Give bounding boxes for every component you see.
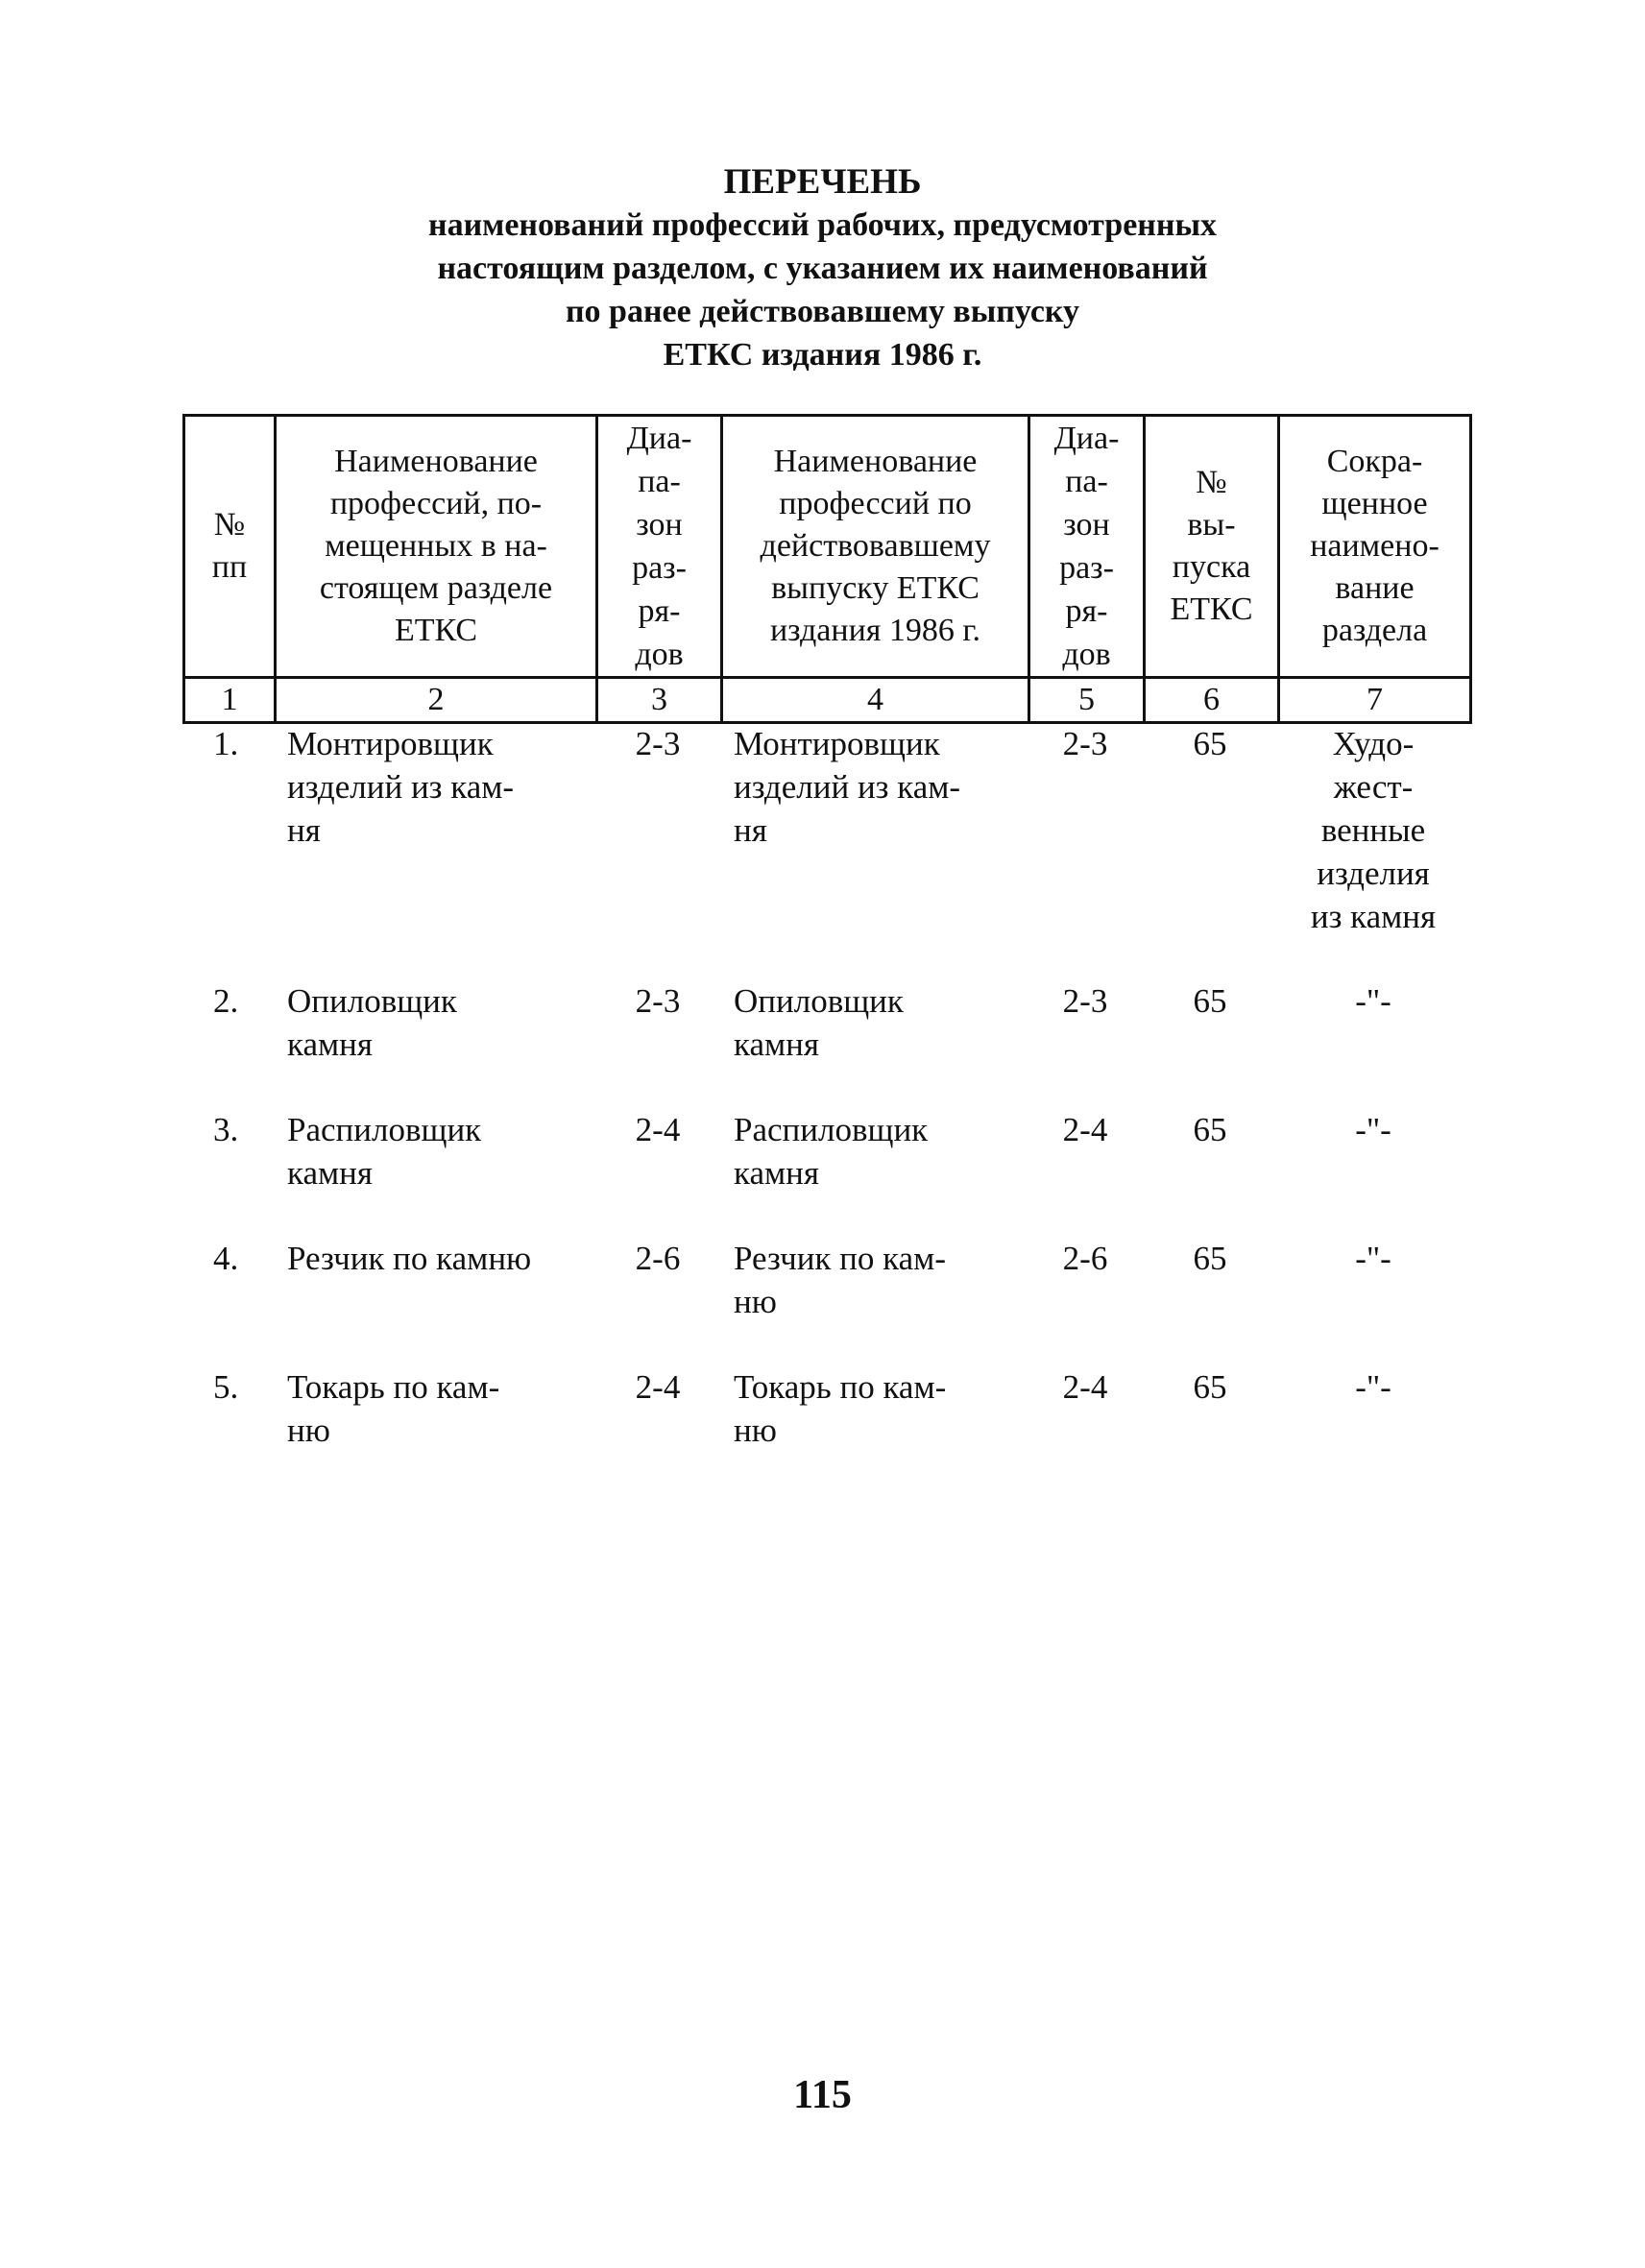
- header-line: раз-: [632, 550, 687, 586]
- cell-line: Монтировщик: [287, 725, 494, 762]
- cell-line: изделий из кам-: [287, 768, 515, 806]
- cell-line: -"-: [1355, 982, 1391, 1020]
- cell-line: Токарь по кам-: [287, 1368, 500, 1406]
- cell-line: ню: [734, 1283, 777, 1320]
- cell-line: камня: [734, 1025, 819, 1063]
- table-body: [182, 722, 1469, 1494]
- row-number: 1.: [213, 725, 239, 762]
- heading-line-4: ЕТКС издания 1986 г.: [663, 337, 982, 373]
- cell-line: -"-: [1355, 1240, 1391, 1277]
- header-line: зон: [1063, 507, 1110, 543]
- column-number: 6: [1145, 678, 1279, 723]
- cell-line: Распиловщик: [734, 1111, 929, 1148]
- row-number: 4.: [213, 1240, 239, 1277]
- cell-line: -"-: [1355, 1111, 1391, 1148]
- cell-line: Распиловщик: [287, 1111, 482, 1148]
- grade-range: 2-4: [635, 1111, 681, 1148]
- header-line: профессий по: [779, 486, 972, 521]
- header-line: ря-: [1065, 593, 1108, 629]
- header-line: пп: [211, 549, 248, 585]
- column-number: 2: [276, 678, 597, 723]
- header-line: Диа-: [1053, 421, 1120, 456]
- cell-line: камня: [287, 1025, 373, 1063]
- old-grade-range: 2-3: [1062, 982, 1108, 1020]
- cell-line: Токарь по кам-: [734, 1368, 947, 1406]
- old-grade-range: 2-3: [1062, 725, 1108, 762]
- table-header: [182, 414, 1472, 724]
- header-line: раз-: [1059, 550, 1114, 586]
- grade-range: 2-4: [635, 1368, 681, 1406]
- table-row: [182, 979, 1469, 1108]
- issue-number: 65: [1193, 1368, 1227, 1406]
- heading-line-3: по ранее действовавшему выпуску: [565, 294, 1080, 329]
- header-cell-old-range: [1029, 416, 1145, 678]
- column-number: 7: [1279, 678, 1471, 723]
- table-row: [182, 1108, 1469, 1237]
- profession-name: [274, 979, 595, 1108]
- old-profession-name: [720, 1108, 1028, 1237]
- profession-name: [274, 722, 595, 979]
- cell-line: ню: [287, 1411, 330, 1449]
- column-number: 4: [722, 678, 1029, 723]
- cell-line: жест-: [1333, 768, 1414, 806]
- grade-range: 2-6: [635, 1240, 681, 1277]
- heading-title: ПЕРЕЧЕНЬ: [723, 162, 922, 202]
- cell-line: ня: [734, 811, 767, 849]
- header-line: Наименование: [773, 444, 978, 479]
- cell-line: Опиловщик: [287, 982, 457, 1020]
- old-profession-name: [720, 722, 1028, 979]
- page-number: 115: [793, 2073, 852, 2117]
- column-number: 3: [597, 678, 722, 723]
- header-line: дов: [635, 637, 684, 672]
- cell-line: Опиловщик: [734, 982, 904, 1020]
- header-line: №: [213, 507, 246, 543]
- header-line: наимено-: [1310, 528, 1439, 564]
- cell-line: Монтировщик: [734, 725, 940, 762]
- header-line: ЕТКС: [394, 613, 478, 648]
- header-line: раздела: [1321, 613, 1428, 648]
- table-row: [182, 722, 1469, 979]
- header-line: стоящем разделе: [319, 570, 553, 606]
- section-name: [1277, 1237, 1469, 1365]
- cell-line: Резчик по кам-: [734, 1240, 946, 1277]
- cell-line: изделия: [1317, 855, 1430, 892]
- header-line: №: [1196, 465, 1227, 500]
- column-number: 5: [1029, 678, 1145, 723]
- old-profession-name: [720, 1237, 1028, 1365]
- header-cell-range: [597, 416, 722, 678]
- old-grade-range: 2-4: [1062, 1111, 1108, 1148]
- issue-number: 65: [1193, 1111, 1227, 1148]
- row-number: 3.: [213, 1111, 239, 1148]
- profession-name: [274, 1365, 595, 1494]
- row-number: 5.: [213, 1368, 239, 1406]
- table-row: [182, 1237, 1469, 1365]
- header-line: Сокра-: [1326, 444, 1423, 479]
- cell-line: камня: [734, 1154, 819, 1192]
- header-line: зон: [636, 507, 683, 543]
- header-line: издания 1986 г.: [769, 613, 981, 648]
- section-name: [1277, 722, 1469, 979]
- cell-line: Резчик по камню: [287, 1240, 532, 1277]
- issue-number: 65: [1193, 725, 1227, 762]
- header-line: Диа-: [626, 421, 692, 456]
- section-name: [1277, 1365, 1469, 1494]
- cell-line: ня: [287, 811, 321, 849]
- heading-line-2: настоящим разделом, с указанием их наименований: [437, 251, 1208, 286]
- old-grade-range: 2-4: [1062, 1368, 1108, 1406]
- cell-line: венные: [1320, 811, 1426, 849]
- old-grade-range: 2-6: [1062, 1240, 1108, 1277]
- grade-range: 2-3: [635, 725, 681, 762]
- header-line: профессий, по-: [329, 486, 543, 521]
- cell-line: камня: [287, 1154, 373, 1192]
- header-cell-section: [1279, 416, 1471, 678]
- grade-range: 2-3: [635, 982, 681, 1020]
- header-line: ЕТКС: [1170, 591, 1253, 627]
- header-cell-name: [276, 416, 597, 678]
- header-line: вание: [1335, 570, 1415, 606]
- profession-name: [274, 1237, 595, 1365]
- row-number: 2.: [213, 982, 239, 1020]
- header-cell-num: [184, 416, 276, 678]
- header-line: дов: [1062, 637, 1111, 672]
- header-line: щенное: [1321, 486, 1428, 521]
- header-cell-old-name: [722, 416, 1029, 678]
- issue-number: 65: [1193, 982, 1227, 1020]
- header-line: действовавшему: [760, 528, 991, 564]
- header-cell-issue: [1145, 416, 1279, 678]
- section-name: [1277, 1108, 1469, 1237]
- cell-line: ню: [734, 1411, 777, 1449]
- profession-name: [274, 1108, 595, 1237]
- document-heading: [0, 161, 1645, 376]
- header-line: мещенных в на-: [325, 528, 547, 564]
- column-number: 1: [184, 678, 276, 723]
- old-profession-name: [720, 979, 1028, 1108]
- cell-line: -"-: [1355, 1368, 1391, 1406]
- header-line: па-: [638, 464, 681, 499]
- section-name: [1277, 979, 1469, 1108]
- header-line: выпуску ЕТКС: [771, 570, 980, 606]
- cell-line: из камня: [1310, 898, 1437, 935]
- issue-number: 65: [1193, 1240, 1227, 1277]
- header-line: вы-: [1187, 507, 1236, 543]
- heading-line-1: наименований профессий рабочих, предусмотренных: [427, 207, 1218, 243]
- header-line: пуска: [1172, 549, 1251, 585]
- table-row: [182, 1365, 1469, 1494]
- cell-line: Худо-: [1332, 725, 1415, 762]
- header-line: Наименование: [334, 444, 538, 479]
- header-line: па-: [1065, 464, 1108, 499]
- cell-line: изделий из кам-: [734, 768, 961, 806]
- old-profession-name: [720, 1365, 1028, 1494]
- header-line: ря-: [638, 593, 681, 629]
